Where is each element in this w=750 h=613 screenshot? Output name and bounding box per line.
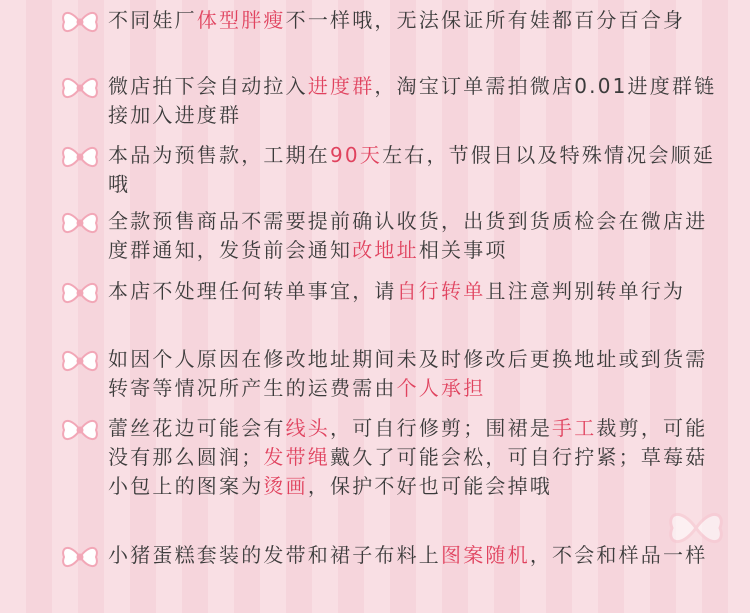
notice-text-8: 小猪蛋糕套装的发带和裙子布料上图案随机，不会和样品一样 bbox=[108, 543, 708, 567]
notice-text-2: 微店拍下会自动拉入进度群，淘宝订单需拍微店0.01进度群链接加入进度群 bbox=[108, 74, 717, 127]
ribbon-bow-icon bbox=[60, 8, 100, 36]
decorative-bow-icon bbox=[666, 505, 726, 551]
ribbon-bow-icon bbox=[60, 347, 100, 375]
notice-text-4: 全款预售商品不需要提前确认收货，出货到货质检会在微店进度群通知，发货前会通知改地址相关事项 bbox=[108, 209, 708, 262]
notice-text-7: 蕾丝花边可能会有线头，可自行修剪；围裙是手工裁剪，可能没有那么圆润；发带绳戴久了可能会松，可自行拧紧；草莓菇小包上的图案为烫画，保护不好也可能会掉哦 bbox=[108, 416, 708, 498]
notice-text-5: 本店不处理任何转单事宜，请自行转单且注意判别转单行为 bbox=[108, 279, 686, 303]
ribbon-bow-icon bbox=[60, 209, 100, 237]
ribbon-bow-icon bbox=[60, 74, 100, 102]
ribbon-bow-icon bbox=[60, 143, 100, 171]
ribbon-bow-icon bbox=[60, 279, 100, 307]
notice-text-3: 本品为预售款，工期在90天左右，节假日以及特殊情况会顺延哦 bbox=[108, 143, 716, 196]
ribbon-bow-icon bbox=[60, 543, 100, 571]
ribbon-bow-icon bbox=[60, 416, 100, 444]
notice-text-1: 不同娃厂体型胖瘦不一样哦，无法保证所有娃都百分百合身 bbox=[108, 8, 686, 32]
notice-text-6: 如因个人原因在修改地址期间未及时修改后更换地址或到货需转寄等情况所产生的运费需由个人承担 bbox=[108, 347, 708, 400]
